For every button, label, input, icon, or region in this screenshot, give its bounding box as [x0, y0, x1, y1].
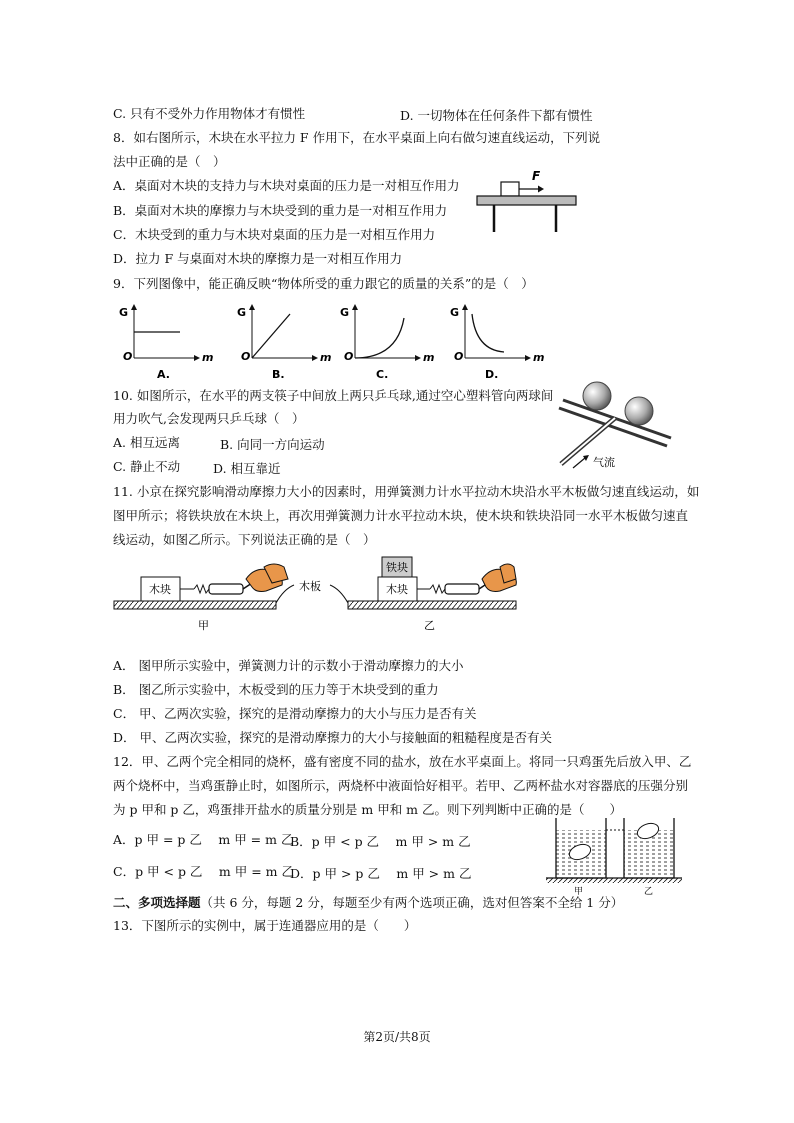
q12-option-d: D．p 甲 > p 乙 m 甲 > m 乙	[290, 866, 472, 881]
q9-d-origin: O	[454, 350, 464, 363]
q10-stem-line1: 10. 如图所示，在水平的两支筷子中间放上两只乒乓球,通过空心塑料管向两球间	[113, 388, 554, 403]
q9-label-c: C.	[376, 368, 389, 381]
q12-stem-line3: 为 p 甲和 p 乙，鸡蛋排开盐水的质量分别是 m 甲和 m 乙。则下列判断中正确的是（ ）	[113, 802, 622, 817]
q12-option-c: C．p 甲 < p 乙 m 甲 = m 乙	[113, 864, 294, 879]
section2-title: 二、多项选择题	[113, 895, 201, 910]
q13-stem: 13．下图所示的实例中，属于连通器应用的是（ ）	[113, 918, 417, 933]
q11-yi-block-label: 木块	[386, 583, 408, 596]
q8-option-a: A．桌面对木块的支持力与木块对桌面的压力是一对相互作用力	[113, 178, 460, 193]
q11-board-label: 木板	[299, 580, 321, 593]
q9-stem: 9．下列图像中，能正确反映“物体所受的重力跟它的质量的关系”的是（ ）	[113, 276, 534, 291]
q11-option-a: A． 图甲所示实验中，弹簧测力计的示数小于滑动摩擦力的大小	[113, 658, 464, 673]
q12-option-a: A．p 甲 = p 乙 m 甲 = m 乙	[113, 832, 294, 847]
q9-label-d: D.	[485, 368, 499, 381]
section2-heading	[113, 895, 623, 911]
q11-friction-figure	[112, 555, 522, 635]
q9-a-axis-y: G	[119, 306, 129, 319]
q10-pingpong-figure	[553, 376, 677, 472]
q11-option-c: C． 甲、乙两次实验，探究的是滑动摩擦力的大小与压力是否有关	[113, 706, 477, 721]
q9-c-axis-y: G	[340, 306, 350, 319]
q9-b-axis-x: m	[320, 351, 332, 364]
q8-force-label: F	[532, 169, 541, 183]
q11-label-jia: 甲	[198, 619, 209, 632]
q9-d-axis-x: m	[533, 351, 545, 364]
q10-option-d: D. 相互靠近	[213, 461, 281, 476]
q9-b-origin: O	[241, 350, 251, 363]
q8-option-d: D．拉力 F 与桌面对木块的摩擦力是一对相互作用力	[113, 251, 403, 266]
q10-stem-line2: 用力吹气,会发现两只乒乓球（ ）	[113, 411, 305, 426]
q9-graphs	[112, 300, 552, 386]
q11-iron-label: 铁块	[386, 561, 408, 574]
q8-option-c: C．木块受到的重力与木块对桌面的压力是一对相互作用力	[113, 227, 436, 242]
q11-jia-block-label: 木块	[149, 583, 171, 596]
q7-option-d: D. 一切物体在任何条件下都有惯性	[400, 108, 593, 123]
page-footer: 第2页/共8页	[363, 1030, 431, 1044]
q7-option-c: C. 只有不受外力作用物体才有惯性	[113, 106, 306, 121]
q12-beakers-figure	[544, 812, 684, 896]
q10-option-a: A. 相互远离	[113, 435, 180, 450]
q9-a-origin: O	[123, 350, 133, 363]
q8-table-figure	[472, 164, 582, 236]
q11-stem-line1: 11. 小京在探究影响滑动摩擦力大小的因素时，用弹簧测力计水平拉动木块沿水平木板做匀速直线运动，如	[113, 484, 700, 499]
q10-option-c: C. 静止不动	[113, 459, 181, 474]
q8-stem-line1: 8．如右图所示，木块在水平拉力 F 作用下，在水平桌面上向右做匀速直线运动，下列说	[113, 130, 601, 145]
q9-label-b: B.	[272, 368, 285, 381]
q12-stem-line1: 12．甲、乙两个完全相同的烧杯，盛有密度不同的盐水，放在水平桌面上。将同一只鸡蛋先后放入甲、乙	[113, 754, 692, 769]
q9-c-axis-x: m	[423, 351, 435, 364]
q9-d-axis-y: G	[450, 306, 460, 319]
q10-airflow-label: 气流	[593, 456, 615, 469]
q12-label-yi: 乙	[644, 887, 654, 896]
q9-a-axis-x: m	[202, 351, 214, 364]
q12-option-b: B．p 甲 < p 乙 m 甲 > m 乙	[290, 834, 471, 849]
q9-label-a: A.	[157, 368, 170, 381]
q11-stem-line3: 线运动，如图乙所示。下列说法正确的是（ ）	[113, 532, 376, 547]
q11-option-b: B． 图乙所示实验中，木板受到的压力等于木块受到的重力	[113, 682, 439, 697]
q12-stem-line2: 两个烧杯中，当鸡蛋静止时，如图所示，两烧杯中液面恰好相平。若甲、乙两杯盐水对容器底的压强分别	[113, 778, 689, 793]
q8-option-b: B．桌面对木块的摩擦力与木块受到的重力是一对相互作用力	[113, 203, 448, 218]
q11-label-yi: 乙	[424, 619, 435, 632]
q9-b-axis-y: G	[237, 306, 247, 319]
q8-stem-line2: 法中正确的是（ ）	[113, 154, 226, 169]
q11-stem-line2: 图甲所示；将铁块放在木块上，再次用弹簧测力计水平拉动木块，使木块和铁块沿同一水平木板做匀速直	[113, 508, 689, 523]
q11-option-d: D． 甲、乙两次实验，探究的是滑动摩擦力的大小与接触面的粗糙程度是否有关	[113, 730, 552, 745]
q10-option-b: B. 向同一方向运动	[220, 437, 325, 452]
q9-c-origin: O	[344, 350, 354, 363]
section2-note: （共 6 分，每题 2 分，每题至少有两个选项正确，选对但答案不全给 1 分）	[200, 895, 624, 910]
q12-label-jia: 甲	[574, 887, 584, 896]
